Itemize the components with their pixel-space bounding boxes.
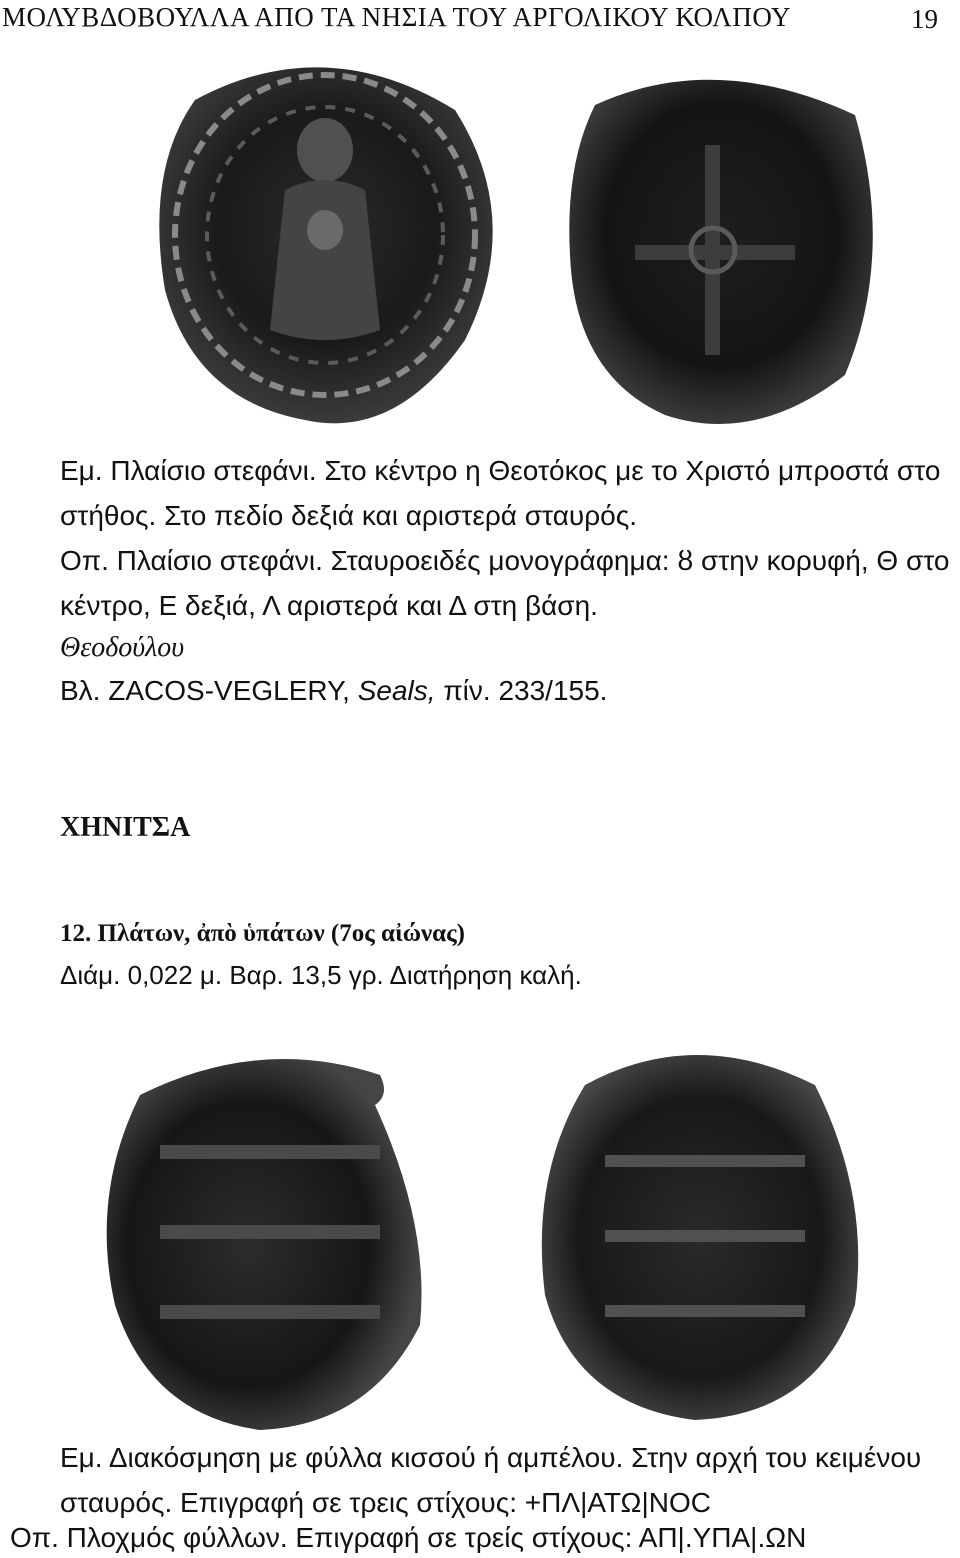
entry-11-reference-prefix: Βλ. ZACOS-VEGLERY,: [60, 675, 350, 706]
entry-11-reverse-line-2: κέντρο, Ε δεξιά, Λ αριστερά και Δ στη βάση.: [60, 590, 598, 621]
entry-12-obverse-line-1: Εμ. Διακόσμηση με φύλλα κισσού ή αμπέλου. Στην αρχή του κειμένου: [60, 1442, 922, 1473]
section-heading: ΧΗΝΙΤΣΑ: [60, 812, 191, 843]
entry-12-obverse-line-2: σταυρός. Επιγραφή σε τρεις στίχους: +ΠΛ|ΑΤΩ|ΝΟϹ: [60, 1487, 711, 1518]
entry-11-reading: Θεοδούλου: [60, 632, 185, 663]
seal-12-obverse-image: [90, 1035, 465, 1435]
entry-11-reference: [60, 675, 607, 707]
seal-12-reverse-image: [525, 1035, 870, 1425]
entry-12-measurements: Διάμ. 0,022 μ. Βαρ. 13,5 γρ. Διατήρηση καλή.: [60, 960, 582, 990]
running-header-title: ΜΟΛΥΒΔΟΒΟΥΛΛΑ ΑΠΟ ΤΑ ΝΗΣΙΑ ΤΟΥ ΑΡΓΟΛΙΚΟΥ ΚΟΛΠΟΥ: [2, 2, 791, 32]
entry-11-reference-suffix: πίν. 233/155.: [443, 675, 608, 706]
page-number: 19: [911, 4, 938, 34]
entry-11-reverse-line-1: Οπ. Πλαίσιο στεφάνι. Σταυροειδές μονογράφημα: ȣ στην κορυφή, Θ στο: [60, 545, 950, 576]
entry-12-reverse-line-1: Οπ. Πλοχμός φύλλων. Επιγραφή σε τρείς στίχους: ΑΠ|.ΥΠΑ|.ΩΝ: [10, 1522, 807, 1553]
seal-11-reverse-image: [555, 55, 885, 435]
entry-11-obverse-line-2: στήθος. Στο πεδίο δεξιά και αριστερά σταυρός.: [60, 500, 637, 531]
entry-11-obverse-line-1: Εμ. Πλαίσιο στεφάνι. Στο κέντρο η Θεοτόκος με το Χριστό μπροστά στο: [60, 455, 941, 486]
entry-12-title: 12. Πλάτων, ἀπὸ ὑπάτων (7ος αἰώνας): [60, 920, 465, 947]
entry-11-reference-italic: Seals,: [357, 675, 436, 706]
seal-11-obverse-image: [135, 40, 515, 440]
